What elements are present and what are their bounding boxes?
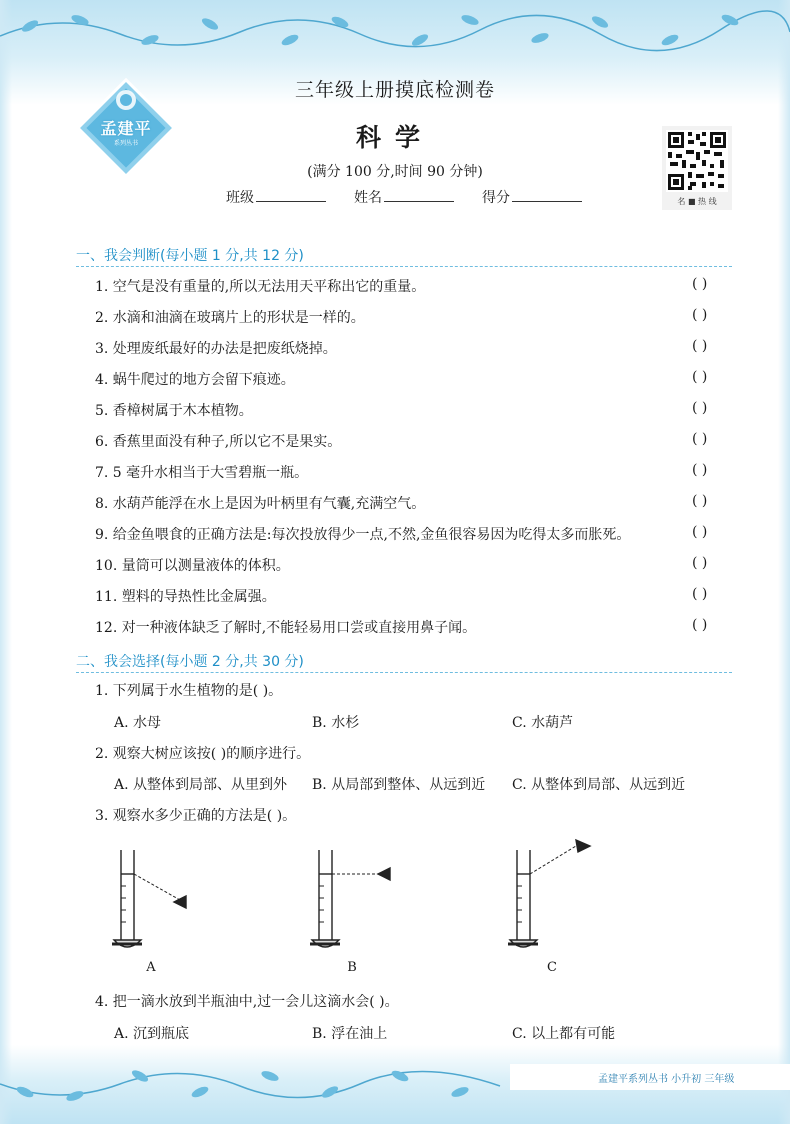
tf-question-3: 3. 处理废纸最好的办法是把废纸烧掉。 <box>95 341 337 357</box>
tf-answer-11[interactable]: ( ) <box>692 586 708 602</box>
tf-question-7: 7. 5 毫升水相当于大雪碧瓶一瓶。 <box>95 465 309 481</box>
tf-answer-8[interactable]: ( ) <box>692 493 708 509</box>
score-blank[interactable] <box>512 189 582 202</box>
mc-question-2-option-a[interactable]: A. 从整体到局部、从里到外 <box>114 777 288 793</box>
mc-question-4-option-c[interactable]: C. 以上都有可能 <box>512 1026 616 1042</box>
mc-question-2-option-b[interactable]: B. 从局部到整体、从远到近 <box>312 777 486 793</box>
class-field[interactable] <box>226 187 326 207</box>
tf-answer-3[interactable]: ( ) <box>692 338 708 354</box>
qr-caption: 名 ■ 热 线 <box>677 197 717 206</box>
page-title: 三年级上册摸底检测卷 <box>294 79 495 101</box>
mc-question-3-stem: 3. 观察水多少正确的方法是( )。 <box>95 808 297 824</box>
brand-logo-subtext: 系列丛书 <box>113 140 138 147</box>
tf-answer-1[interactable]: ( ) <box>692 276 708 292</box>
tf-question-12: 12. 对一种液体缺乏了解时,不能轻易用口尝或直接用鼻子闻。 <box>95 620 477 636</box>
tf-question-4: 4. 蜗牛爬过的地方会留下痕迹。 <box>95 372 295 388</box>
cylinder-diagram-a <box>112 850 186 947</box>
mc-question-1-option-c[interactable]: C. 水葫芦 <box>512 715 574 731</box>
tf-answer-5[interactable]: ( ) <box>692 400 708 416</box>
class-label: 班级 <box>226 190 254 206</box>
tf-answer-4[interactable]: ( ) <box>692 369 708 385</box>
tf-answer-2[interactable]: ( ) <box>692 307 708 323</box>
name-label: 姓名 <box>354 190 382 206</box>
brand-logo-text: 孟建平 <box>100 119 152 138</box>
score-field[interactable] <box>482 187 582 207</box>
section-1-divider <box>76 266 732 267</box>
mc-question-4-option-a[interactable]: A. 沉到瓶底 <box>114 1026 190 1042</box>
tf-answer-6[interactable]: ( ) <box>692 431 708 447</box>
cylinder-diagram-c <box>508 840 590 947</box>
tf-answer-9[interactable]: ( ) <box>692 524 708 540</box>
mc-question-1-option-b[interactable]: B. 水杉 <box>312 715 360 731</box>
name-field[interactable] <box>354 187 454 207</box>
tf-answer-7[interactable]: ( ) <box>692 462 708 478</box>
tf-question-6: 6. 香蕉里面没有种子,所以它不是果实。 <box>95 434 342 450</box>
mc-question-1-option-a[interactable]: A. 水母 <box>114 715 162 731</box>
section-1-heading: 一、我会判断(每小题 1 分,共 12 分) <box>76 248 304 264</box>
mc-question-2-option-c[interactable]: C. 从整体到局部、从远到近 <box>512 777 686 793</box>
tf-question-8: 8. 水葫芦能浮在水上是因为叶柄里有气囊,充满空气。 <box>95 496 426 512</box>
top-vine-decoration <box>0 6 790 54</box>
tf-question-10: 10. 量筒可以测量液体的体积。 <box>95 558 290 574</box>
mc-question-2-stem: 2. 观察大树应该按( )的顺序进行。 <box>95 746 311 762</box>
mc-question-1-stem: 1. 下列属于水生植物的是( )。 <box>95 683 283 699</box>
tf-answer-12[interactable]: ( ) <box>692 617 708 633</box>
cylinder-diagram-b <box>310 850 390 947</box>
tf-question-11: 11. 塑料的导热性比金属强。 <box>95 589 276 605</box>
footer-series-text: 孟建平系列丛书 小升初 三年级 <box>598 1074 735 1085</box>
mc-question-4-stem: 4. 把一滴水放到半瓶油中,过一会儿这滴水会( )。 <box>95 994 399 1010</box>
tf-question-9: 9. 给金鱼喂食的正确方法是:每次投放得少一点,不然,金鱼很容易因为吃得太多而胀死。 <box>95 527 631 543</box>
diagram-label-c[interactable]: C <box>547 960 557 975</box>
tf-question-1: 1. 空气是没有重量的,所以无法用天平称出它的重量。 <box>95 279 426 295</box>
name-blank[interactable] <box>384 189 454 202</box>
exam-info: (满分 100 分,时间 90 分钟) <box>307 164 483 180</box>
tf-question-2: 2. 水滴和油滴在玻璃片上的形状是一样的。 <box>95 310 365 326</box>
diagram-label-a[interactable]: A <box>146 960 156 975</box>
section-2-divider <box>76 672 732 673</box>
tf-answer-10[interactable]: ( ) <box>692 555 708 571</box>
section-2-heading: 二、我会选择(每小题 2 分,共 30 分) <box>76 654 304 670</box>
mc-question-4-option-b[interactable]: B. 浮在油上 <box>312 1026 388 1042</box>
score-label: 得分 <box>482 190 510 206</box>
tf-question-5: 5. 香樟树属于木本植物。 <box>95 403 253 419</box>
diagram-label-b[interactable]: B <box>347 960 357 975</box>
subject-title: 科学 <box>355 123 434 152</box>
class-blank[interactable] <box>256 189 326 202</box>
